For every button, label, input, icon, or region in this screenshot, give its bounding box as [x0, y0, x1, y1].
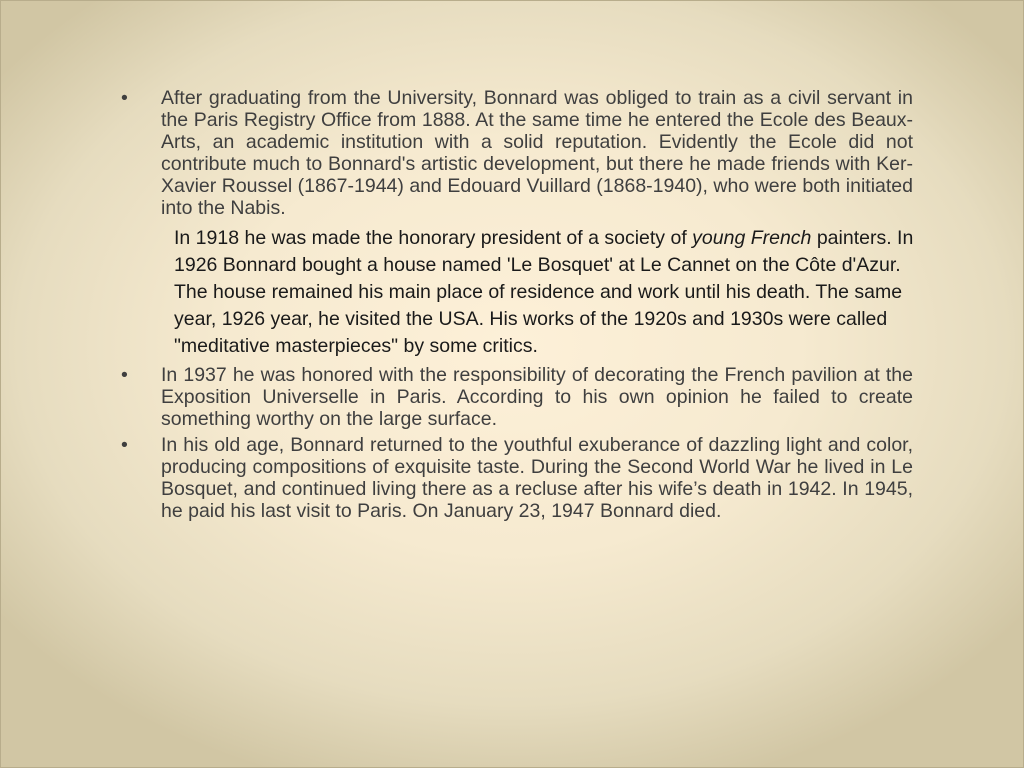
- bullet-item-exposition: [117, 364, 913, 430]
- bullet-text: After graduating from the University, Bonnard was obliged to train as a civil servant in the Paris Registry Office from 1888. At the same time he entered the Ecole des Beaux-Arts, an academic institution with a solid reputation. Evidently the Ecole did not contribute much to Bonnard's artistic development, but there he made friends with Ker-Xavier Roussel (1867-1944) and Edouard Vuillard (1868-1940), who were both initiated into the Nabis.: [161, 87, 913, 219]
- paragraph-honorary-president: [174, 225, 914, 360]
- bullet-marker: •: [121, 364, 128, 386]
- bullet-text: In 1937 he was honored with the responsibility of decorating the French pavilion at the Exposition Universelle in Paris. According to his own opinion he failed to create something worthy on the large surface.: [161, 364, 913, 430]
- paragraph-text-italic: young French: [692, 227, 812, 249]
- bullet-marker: •: [121, 87, 128, 109]
- bullet-marker: •: [121, 434, 128, 456]
- bullet-item-education: [117, 87, 913, 219]
- slide-content: [117, 87, 913, 526]
- paragraph-text-after: painters. In 1926 Bonnard bought a house named 'Le Bosquet' at Le Cannet on the Côte d'Azur. The house remained his main place of residence and work until his death. The same year, 1926 year, he visited the USA. His works of the 1920s and 1930s were called "meditative masterpieces" by some critics.: [174, 227, 914, 357]
- bullet-item-old-age: [117, 434, 913, 522]
- paragraph-text-before: In 1918 he was made the honorary president of a society of: [174, 227, 693, 249]
- bullet-text: In his old age, Bonnard returned to the youthful exuberance of dazzling light and color, producing compositions of exquisite taste. During the Second World War he lived in Le Bosquet, and continued living there as a recluse after his wife’s death in 1942. In 1945, he paid his last visit to Paris. On January 23, 1947 Bonnard died.: [161, 434, 913, 522]
